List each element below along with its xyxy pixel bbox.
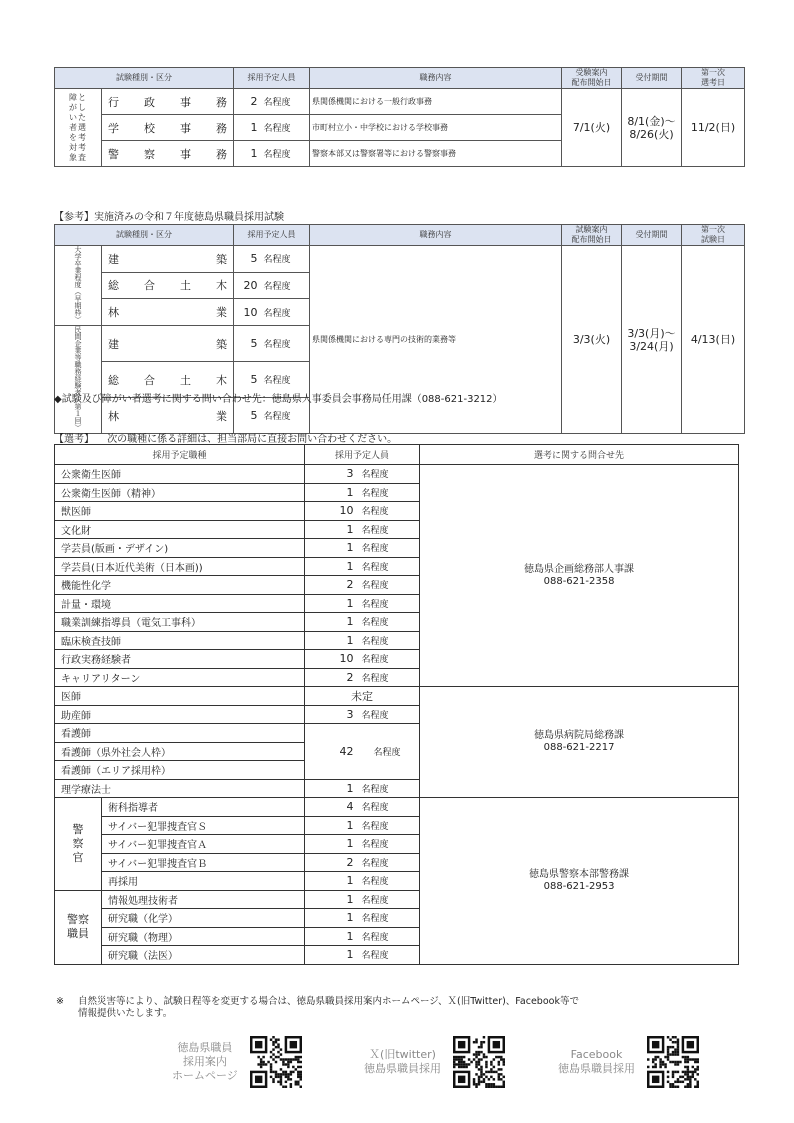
planned-unit: 名程度	[360, 927, 420, 946]
planned-count: 2	[305, 853, 360, 872]
reference-caption: 【参考】実施済みの令和７年度徳島県職員採用試験	[54, 212, 284, 223]
header-duties: 職務内容	[310, 68, 562, 89]
contact-personnel-division: 徳島県企画総務部人事課 088-621-2358	[420, 465, 739, 687]
category-cell: 林 業	[102, 398, 234, 434]
planned-count: 5	[234, 326, 262, 362]
planned-count: 1	[305, 631, 360, 650]
planned-unit: 名程度	[360, 705, 420, 724]
table-row	[55, 687, 739, 706]
planned-unit: 名程度	[360, 650, 420, 669]
job-name: 行政実務経験者	[55, 650, 305, 669]
disaster-note	[56, 996, 579, 1020]
job-name: 獣医師	[55, 502, 305, 521]
group-label-university: 大学卒業程度（早期枠）	[55, 246, 102, 326]
note-mark: ※	[56, 996, 64, 1007]
table-header-row	[55, 225, 745, 246]
header-category: 試験種別・区分	[55, 225, 234, 246]
header-contact: 選考に関する問合せ先	[420, 445, 739, 465]
header-reception: 受付期間	[622, 68, 682, 89]
contact-hospital-bureau: 徳島県病院局総務課 088-621-2217	[420, 687, 739, 798]
note-line-1: 自然災害等により、試験日程等を変更する場合は、徳島県職員採用案内ホームページ、Ｘ(旧Twitter)、Facebook等で	[78, 996, 579, 1007]
header-reception: 受付期間	[622, 225, 682, 246]
planned-count: 1	[305, 483, 360, 502]
planned-unit: 名程度	[360, 613, 420, 632]
planned-count: 3	[305, 705, 360, 724]
header-planned: 採用予定人員	[234, 68, 310, 89]
duty-cell: 警察本部又は警察署等における警察事務	[310, 141, 562, 167]
job-name: 理学療法士	[55, 779, 305, 798]
planned-count: 1	[305, 539, 360, 558]
category-cell: 建 築	[102, 326, 234, 362]
planned-unit: 名程度	[360, 816, 420, 835]
job-name: 学芸員(版画・デザイン)	[55, 539, 305, 558]
planned-count: 4	[305, 798, 360, 817]
qr-code-icon[interactable]	[647, 1036, 699, 1088]
planned-count: 2	[305, 668, 360, 687]
planned-count: 1	[234, 115, 262, 141]
qr-label-facebook: Facebook 徳島県職員採用	[558, 1048, 635, 1075]
job-name: キャリアリターン	[55, 668, 305, 687]
planned-unit: 名程度	[360, 594, 420, 613]
header-duties: 職務内容	[310, 225, 562, 246]
planned-unit: 名程度	[360, 668, 420, 687]
planned-count: 1	[305, 946, 360, 965]
planned-unit: 名程度	[360, 465, 420, 484]
planned-unit: 名程度	[360, 631, 420, 650]
duty-cell: 県関係機関における一般行政事務	[310, 89, 562, 115]
header-guide-start: 受験案内 配布開始日	[562, 68, 622, 89]
first-exam-date: 11/2(日)	[682, 89, 745, 167]
planned-unit: 名程度	[360, 946, 420, 965]
planned-count: 2	[234, 89, 262, 115]
planned-count: 5	[234, 246, 262, 273]
job-name: 看護師（エリア採用枠）	[55, 761, 305, 780]
disability-side-label: 障と がし いた 者選 を考 対考 象査	[55, 89, 102, 167]
header-category: 試験種別・区分	[55, 68, 234, 89]
planned-count: 1	[305, 520, 360, 539]
job-name: 研究職（物理）	[102, 927, 305, 946]
planned-count: 1	[305, 835, 360, 854]
job-name: 看護師	[55, 724, 305, 743]
category-cell: 行 政 事 務	[102, 89, 234, 115]
job-name: 臨床検査技師	[55, 631, 305, 650]
planned-count: 1	[305, 594, 360, 613]
planned-count: 42	[305, 724, 360, 780]
header-guide-start: 試験案内 配布開始日	[562, 225, 622, 246]
planned-count: 1	[305, 890, 360, 909]
selection-tag: 【選考】	[54, 434, 94, 445]
planned-unit: 名程度	[360, 539, 420, 558]
reception-period: 3/3(月)～ 3/24(月)	[622, 246, 682, 434]
qr-homepage[interactable]	[172, 1036, 302, 1088]
job-name: 助産師	[55, 705, 305, 724]
planned-unit: 名程度	[360, 502, 420, 521]
planned-unit: 名程度	[262, 398, 310, 434]
planned-unit: 名程度	[360, 909, 420, 928]
table-header-row	[55, 68, 745, 89]
planned-unit: 名程度	[262, 272, 310, 299]
header-planned: 採用予定人員	[305, 445, 420, 465]
planned-unit: 名程度	[360, 835, 420, 854]
planned-unit: 名程度	[262, 141, 310, 167]
planned-count: 1	[305, 557, 360, 576]
selection-caption	[54, 430, 397, 445]
planned-count: 20	[234, 272, 262, 299]
group-label-police-officer: 警 察 官	[55, 798, 102, 891]
planned-count: 3	[305, 465, 360, 484]
planned-unit: 名程度	[262, 299, 310, 326]
header-first-exam: 第一次 試験日	[682, 225, 745, 246]
category-cell: 林 業	[102, 299, 234, 326]
group-label-police-staff: 警察 職員	[55, 890, 102, 964]
planned-count: 5	[234, 362, 262, 398]
table-row	[55, 465, 739, 484]
header-planned: 採用予定人員	[234, 225, 310, 246]
planned-unit: 名程度	[262, 115, 310, 141]
inquiry-contact-line: ◆試験及び障がい者選考に関する問い合わせ先：徳島県人事委員会事務局任用課（088-621-3212）	[54, 394, 503, 405]
planned-count: 1	[305, 872, 360, 891]
group-label-experienced: 民間企業等職務経験者（第１回）	[55, 326, 102, 434]
qr-facebook[interactable]	[558, 1036, 699, 1088]
job-name: サイバー犯罪捜査官Ａ	[102, 835, 305, 854]
planned-count: 未定	[305, 687, 420, 706]
table-row	[55, 89, 745, 115]
job-name: 職業訓練指導員（電気工事科）	[55, 613, 305, 632]
qr-x-twitter[interactable]	[364, 1036, 505, 1088]
planned-count: 5	[234, 398, 262, 434]
contact-police-hq: 徳島県警察本部警務課 088-621-2953	[420, 798, 739, 965]
reception-period: 8/1(金)～ 8/26(火)	[622, 89, 682, 167]
job-name: 公衆衛生医師（精神）	[55, 483, 305, 502]
planned-unit: 名程度	[360, 483, 420, 502]
planned-count: 1	[305, 816, 360, 835]
job-name: 公衆衛生医師	[55, 465, 305, 484]
planned-unit: 名程度	[360, 853, 420, 872]
disability-exam-table	[54, 67, 745, 167]
planned-count: 1	[305, 613, 360, 632]
category-cell: 建 築	[102, 246, 234, 273]
guide-start-date: 3/3(火)	[562, 246, 622, 434]
planned-unit: 名程度	[360, 798, 420, 817]
job-name: 研究職（法医）	[102, 946, 305, 965]
planned-count: 1	[305, 927, 360, 946]
planned-unit: 名程度	[360, 872, 420, 891]
job-name: 情報処理技術者	[102, 890, 305, 909]
category-cell: 学 校 事 務	[102, 115, 234, 141]
planned-unit: 名程度	[360, 576, 420, 595]
planned-unit: 名程度	[262, 362, 310, 398]
guide-start-date: 7/1(火)	[562, 89, 622, 167]
planned-unit: 名程度	[360, 890, 420, 909]
job-name: 計量・環境	[55, 594, 305, 613]
qr-label-x: Ｘ(旧twitter) 徳島県職員採用	[364, 1048, 441, 1075]
planned-unit: 名程度	[360, 557, 420, 576]
planned-unit: 名程度	[262, 246, 310, 273]
table-row	[55, 798, 739, 817]
planned-count: 10	[305, 502, 360, 521]
selection-table	[54, 444, 739, 965]
planned-unit: 名程度	[262, 89, 310, 115]
job-name: 機能性化学	[55, 576, 305, 595]
job-name: 看護師（県外社会人枠）	[55, 742, 305, 761]
planned-count: 10	[234, 299, 262, 326]
planned-count: 2	[305, 576, 360, 595]
table-header-row	[55, 445, 739, 465]
planned-unit: 名程度	[360, 724, 420, 780]
first-exam-date: 4/13(日)	[682, 246, 745, 434]
planned-unit: 名程度	[360, 779, 420, 798]
job-name: 文化財	[55, 520, 305, 539]
qr-code-icon[interactable]	[453, 1036, 505, 1088]
planned-unit: 名程度	[360, 520, 420, 539]
job-name: 研究職（化学）	[102, 909, 305, 928]
job-name: 学芸員(日本近代美術（日本画))	[55, 557, 305, 576]
category-cell: 総 合 土 木	[102, 362, 234, 398]
duty-cell: 市町村立小・中学校における学校事務	[310, 115, 562, 141]
job-name: サイバー犯罪捜査官Ｓ	[102, 816, 305, 835]
header-first-exam: 第一次 選考日	[682, 68, 745, 89]
planned-count: 1	[305, 779, 360, 798]
header-job: 採用予定職種	[55, 445, 305, 465]
planned-count: 10	[305, 650, 360, 669]
job-name: 術科指導者	[102, 798, 305, 817]
selection-text: 次の職種に係る詳細は、担当部局に直接お問い合わせください。	[107, 434, 398, 445]
job-name: サイバー犯罪捜査官Ｂ	[102, 853, 305, 872]
planned-unit: 名程度	[262, 326, 310, 362]
qr-label-homepage: 徳島県職員 採用案内 ホームページ	[172, 1041, 238, 1082]
category-cell: 総 合 土 木	[102, 272, 234, 299]
category-cell: 警 察 事 務	[102, 141, 234, 167]
table-row	[55, 246, 745, 273]
duty-cell: 県関係機関における専門の技術的業務等	[310, 246, 562, 434]
job-name: 再採用	[102, 872, 305, 891]
note-line-2: 情報提供いたします。	[78, 1008, 173, 1019]
job-name: 医師	[55, 687, 305, 706]
planned-count: 1	[234, 141, 262, 167]
qr-code-icon[interactable]	[250, 1036, 302, 1088]
planned-count: 1	[305, 909, 360, 928]
